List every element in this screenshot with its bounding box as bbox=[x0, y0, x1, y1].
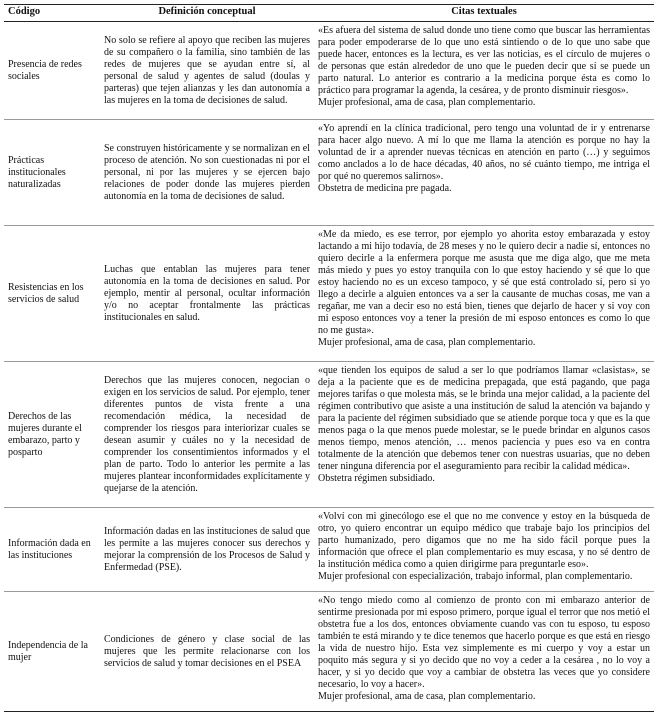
header-code: Código bbox=[4, 5, 100, 22]
row-quote: «Es afuera del sistema de salud donde uno tiene como que buscar las herramientas para poder empoderarse de lo que uno está sintiendo o de lo que uno sabe que puede hacer, entonces es la lectura, es ver las noticias, es el círculo de mujeres o de personas que están alrededor de uno que le pueden decir que sí se puede un parto natural. Lo anterior es contrario a la medicina porque ésta es como lo práctico para programar la agenda, la cesárea, y de pronto disminuir riesgos». bbox=[318, 25, 650, 96]
row-code: Independencia de la mujer bbox=[4, 592, 100, 712]
row-code: Prácticas institucionales naturalizadas bbox=[4, 120, 100, 226]
row-definition: Información dadas en las instituciones de salud que les permite a las mujeres conocer sus derechos y mejorar la comprensión de los Procesos de Salud y Enfermedad (PSE). bbox=[100, 508, 314, 592]
codes-table bbox=[4, 4, 654, 712]
row-quote-cell bbox=[314, 508, 654, 592]
table-row bbox=[4, 226, 654, 362]
row-code: Presencia de redes sociales bbox=[4, 22, 100, 120]
row-quote-source: Mujer profesional con especialización, trabajo informal, plan complementario. bbox=[318, 571, 633, 582]
row-quote: «No tengo miedo como al comienzo de pronto con mi embarazo anterior de sentirme presionada por mi esposo primero, porque igual el terror que nos metió el obstetra fue a los dos, entonces obviamente cuando vas con tu esposo, tu esposo también te está mirando y te dice tenemos que hacerlo porque es que está en riesgo la vida de nuestro hijo. Esta vez simplemente es mi cuerpo y voy a estar un poquito más segura y si yo decido que no voy a ceder a la cesárea , no lo voy a hacer, y si yo decido que voy a cambiar de obstetra las veces que yo considere necesario, lo voy a hacer». bbox=[318, 595, 650, 690]
row-definition: Derechos que las mujeres conocen, negocian o exigen en los servicios de salud. Por ejemplo, tener diferentes puntos de vista frente a una recomendación médica, la necesidad de comprender los riesgos para interiorizar cuales se desean asumir y cuáles no y la necesidad de comprender los consentimientos informados y el plan de parto. Todo lo anterior les permite a las mujeres plantear inconformidades explícitamente y quejarse de la atención. bbox=[100, 362, 314, 508]
table-row bbox=[4, 22, 654, 120]
row-quote-source: Mujer profesional, ama de casa, plan complementario. bbox=[318, 691, 536, 702]
row-quote-cell bbox=[314, 226, 654, 362]
row-definition: Se construyen históricamente y se normalizan en el proceso de atención. No son cuestionadas ni por el personal, ni por las mujeres y se ejercen bajo relaciones de poder donde las mujeres pierden autonomía en la toma de decisiones de salud. bbox=[100, 120, 314, 226]
row-definition: Condiciones de género y clase social de las mujeres que les permite relacionarse con los servicios de salud y tomar decisiones en el PSEA bbox=[100, 592, 314, 712]
row-quote-cell bbox=[314, 22, 654, 120]
row-code: Resistencias en los servicios de salud bbox=[4, 226, 100, 362]
row-quote: «Yo aprendí en la clínica tradicional, pero tengo una voluntad de ir y entrenarse para hacer algo nuevo. A mí lo que me llama la atención es porque no hay la voluntad de ir a aprender nuevas técnicas en atención en parto (…) y seguimos como anclados a lo de hace décadas, 40 años, no sé cuánto tiempo, me intriga el por qué no queremos salirnos». bbox=[318, 123, 650, 182]
header-quotes: Citas textuales bbox=[314, 5, 654, 22]
row-quote: «Volví con mi ginecólogo ese el que no me convence y estoy en la búsqueda de otro, yo quiero encontrar un equipo médico que trabaje bajo los principios del parto humanizado, pero digamos que no me ha sido fácil porque pues la información que ofrece el plan complementario es muy escasa, y no sé dentro de la institución médica como a quien dirigirme para preguntarle eso». bbox=[318, 511, 650, 570]
table-row bbox=[4, 592, 654, 712]
header-definition: Definición conceptual bbox=[100, 5, 314, 22]
table-row bbox=[4, 508, 654, 592]
table-row bbox=[4, 120, 654, 226]
document-page bbox=[4, 0, 654, 712]
row-code: Derechos de las mujeres durante el embarazo, parto y posparto bbox=[4, 362, 100, 508]
row-quote: «que tienden los equipos de salud a ser lo que podríamos llamar «clasistas», se deja a la paciente que es de medicina prepagada, que está pagando, que paga mejores tarifas o que molesta más, se le brinda una mejor calidad, a la paciente del régimen contributivo que asiste a una institución de salud la atención va bajando y para la paciente del régimen subsidiado que se atiende porque toca y que es la que menos paga o la que menos puede molestar, se le puede brindar en algunos casos menos tiempo, menos atención, … menos paciencia y pues eso va en contra totalmente de la atención que debemos tener con nuestras usuarias, que no deben tener ninguna diferencia por el aseguramiento para recibir la calidad médica». bbox=[318, 365, 650, 472]
row-quote-cell bbox=[314, 362, 654, 508]
table-header-row bbox=[4, 5, 654, 22]
row-definition: No solo se refiere al apoyo que reciben las mujeres de su compañero o la familia, sino también de las redes de mujeres que se ayudan entre sí, al personal de salud y agentes de salud (doulas y parteras) que tejen alianzas y les dan autonomía a las mujeres en la toma de decisiones de salud. bbox=[100, 22, 314, 120]
row-quote-source: Obstetra régimen subsidiado. bbox=[318, 473, 435, 484]
table-row bbox=[4, 362, 654, 508]
row-quote-source: Obstetra de medicina pre pagada. bbox=[318, 183, 452, 194]
row-quote-source: Mujer profesional, ama de casa, plan complementario. bbox=[318, 97, 536, 108]
row-quote-source: Mujer profesional, ama de casa, plan complementario. bbox=[318, 337, 536, 348]
row-quote-cell bbox=[314, 120, 654, 226]
row-definition: Luchas que entablan las mujeres para tener autonomía en la toma de decisiones en salud. Por ejemplo, mentir al personal, ocultar información y/o no aceptar frontalmente las prácticas institucionales en salud. bbox=[100, 226, 314, 362]
row-code: Información dada en las instituciones bbox=[4, 508, 100, 592]
row-quote: «Me da miedo, es ese terror, por ejemplo yo ahorita estoy embarazada y estoy lactando a mi hijo todavía, de 28 meses y no le quiero decir a nadie sí, entonces no quiero decirle a la enfermera porque me asusta que me diga algo, que me meta más miedo y pues yo estoy tranquila con lo que estoy haciendo y sé que lo que estoy haciendo no es un exceso tampoco, y sé que está controlado sí, pero si yo llego a decirle a alguien entonces va a ser la causante de muchas cosas, me van a regañar, me van a decir eso no está bien, tienes que dejarlo de hacer y si voy con mi esposo entonces voy a tener la presión de mi esposo entonces es como lo que no me gusta». bbox=[318, 229, 650, 336]
row-quote-cell bbox=[314, 592, 654, 712]
